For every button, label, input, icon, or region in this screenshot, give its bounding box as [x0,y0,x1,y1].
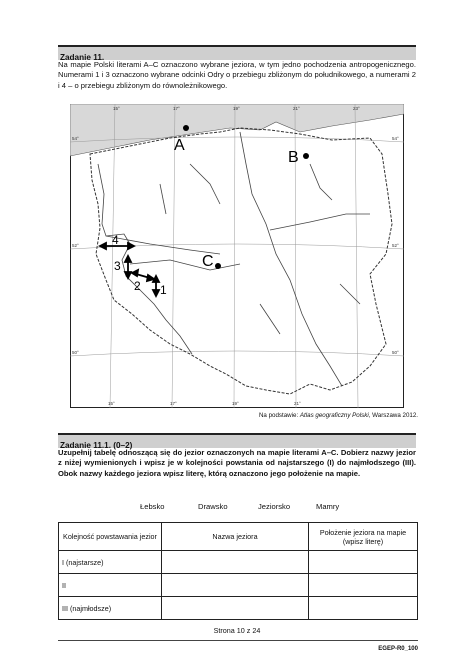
page-number: Strona 10 z 24 [213,626,261,635]
subtask-instructions: Uzupełnij tabelę odnoszącą się do jezior oznaczonych na mapie literami A–C. Dobierz nazwy jezior z niżej wymienionych i wpisz je w kolejności powstania od najstarszego (I) do najmłodszego (III). Obok nazwy każdego jeziora wpisz literę, którą oznaczono jego położenie na mapie. [58,448,416,478]
subtask-header [58,433,416,448]
poland-map [70,104,404,408]
svg-text:21°: 21° [293,106,300,111]
svg-text:C: C [202,253,214,270]
subtask-title: Zadanie 11.1. (0–2) [60,441,133,450]
lake-name: Łebsko [140,502,165,511]
table-row [59,574,418,597]
task-title: Zadanie 11. [60,53,105,62]
svg-text:52°: 52° [392,243,399,248]
row-label: I (najstarsze) [59,551,162,574]
lake-name-cell[interactable] [162,574,309,597]
lake-name: Drawsko [198,502,228,511]
header-order: Kolejność powstawania jezior [59,523,162,551]
svg-text:17°: 17° [170,401,177,406]
lake-name: Mamry [316,502,340,511]
segment-number-4: 4 [112,233,119,247]
svg-text:17°: 17° [173,106,180,111]
table-row [59,597,418,620]
svg-text:54°: 54° [392,136,399,141]
segment-number-3: 3 [114,259,121,273]
svg-text:15°: 15° [108,401,115,406]
map-source: Na podstawie: Atlas geograficzny Polski, Warszawa 2012. [258,412,418,419]
svg-text:21°: 21° [294,401,301,406]
answer-table [58,522,418,620]
source-title: Atlas geograficzny Polski [299,412,369,419]
svg-text:19°: 19° [232,401,239,406]
row-label: II [59,574,162,597]
task-header [58,45,416,60]
footer-divider [58,640,418,641]
letter-cell[interactable] [309,597,418,620]
row-label: III (najmłodsze) [59,597,162,620]
exam-code: EGEP-R0_100 [378,646,418,652]
segment-number-2: 2 [134,279,141,293]
header-location: Położenie jeziora na mapie (wpisz literę) [309,523,418,551]
svg-text:50°: 50° [392,350,399,355]
letter-cell[interactable] [309,551,418,574]
lake-name-cell[interactable] [162,597,309,620]
svg-text:A: A [174,137,185,154]
task-intro: Na mapie Polski literami A–C oznaczono wybrane jeziora, w tym jedno pochodzenia antropogenicznego. Numerami 1 i 3 oznaczono wybrane odcinki Odry o przebiegu zbliżonym do południkowego, a numerami 2 i 4 – o przebiegu zbliżonym do równoleżnikowego. [58,60,416,90]
svg-text:52°: 52° [72,243,79,248]
svg-text:B: B [288,149,299,166]
segment-number-1: 1 [160,283,167,297]
svg-text:15°: 15° [113,106,120,111]
svg-text:19°: 19° [233,106,240,111]
svg-text:50°: 50° [72,350,79,355]
svg-text:54°: 54° [72,136,79,141]
lake-name: Jeziorsko [258,502,291,511]
letter-cell[interactable] [309,574,418,597]
lake-name-cell[interactable] [162,551,309,574]
header-lake-name: Nazwa jeziora [162,523,309,551]
svg-text:23°: 23° [353,106,360,111]
table-row [59,551,418,574]
